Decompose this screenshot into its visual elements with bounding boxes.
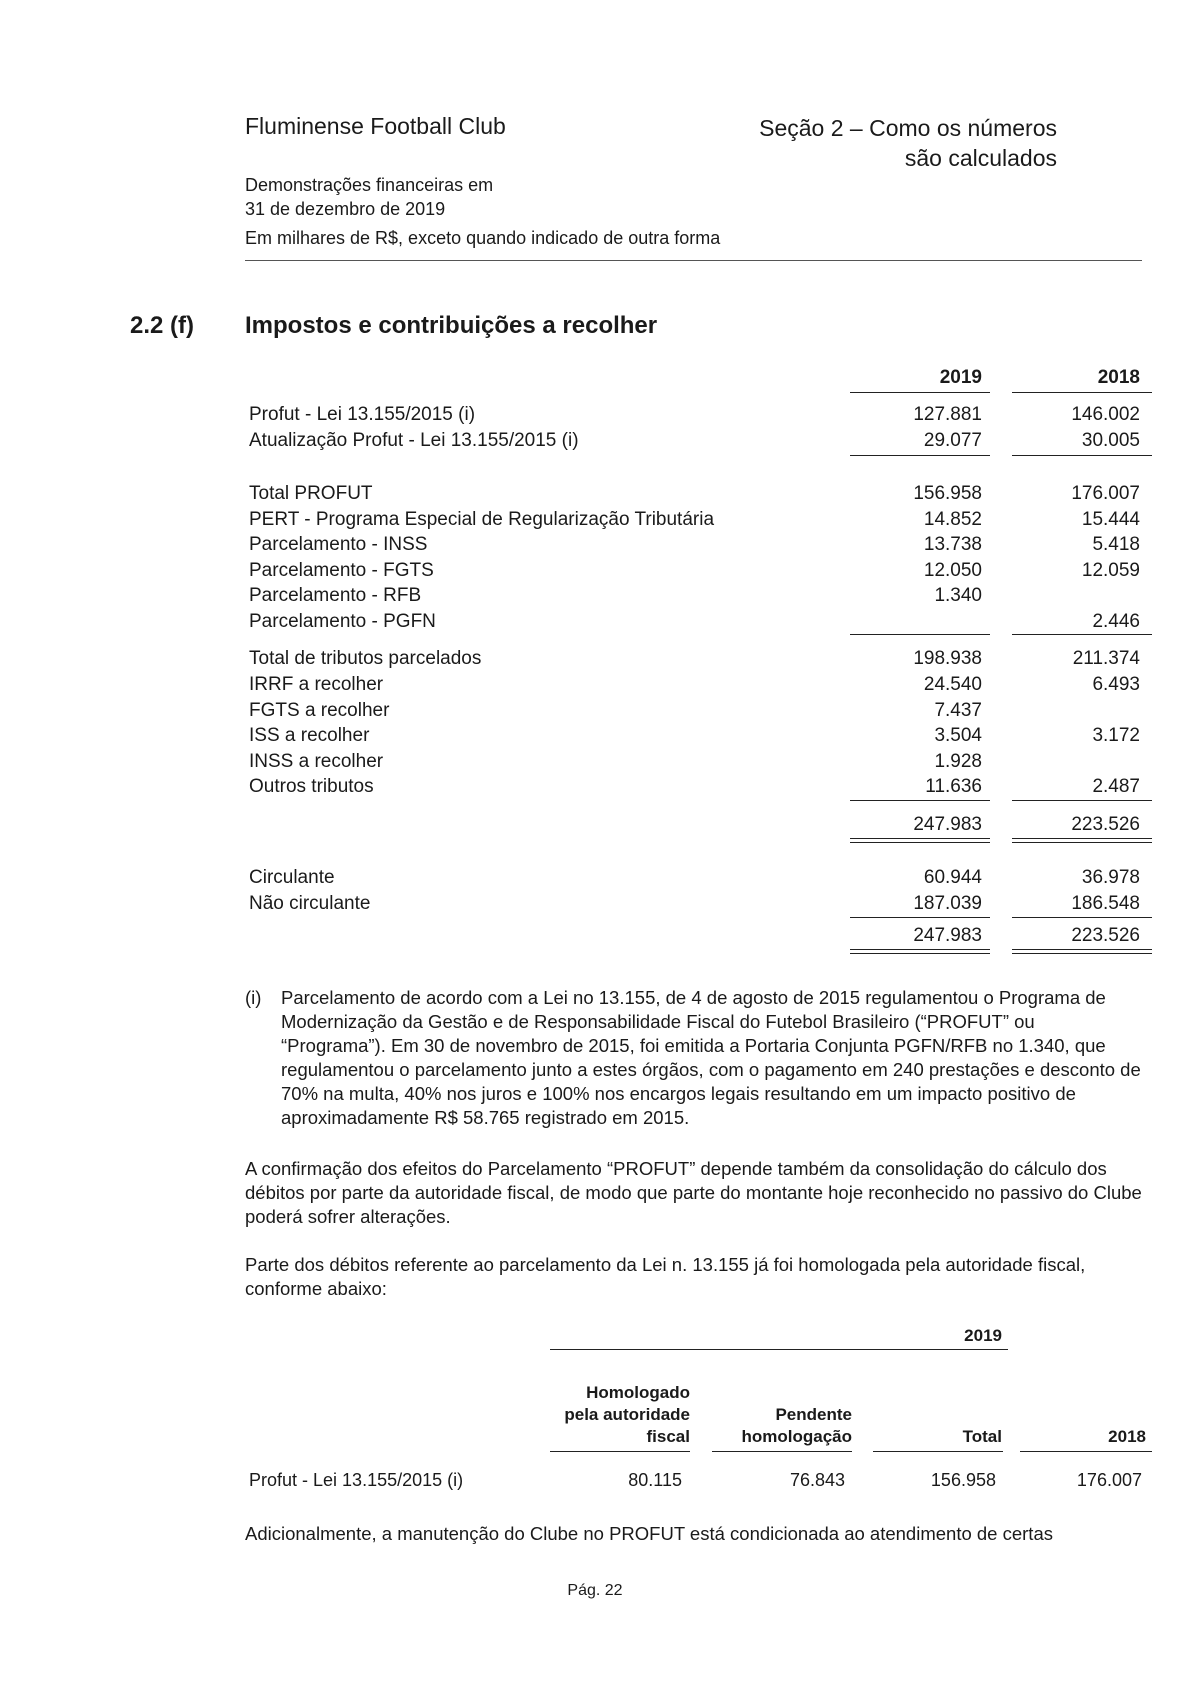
row-label: Total PROFUT — [249, 483, 373, 504]
row-label: Parcelamento - FGTS — [249, 560, 434, 581]
row-label: Circulante — [249, 867, 335, 888]
subtotal-rule — [1012, 634, 1152, 635]
col-header-rule — [1020, 1451, 1152, 1452]
col-2019-header-rule — [850, 392, 990, 393]
row-value-2019: 1.340 — [934, 585, 982, 606]
section-number: 2.2 (f) — [130, 312, 195, 339]
row-value-2019: 156.958 — [913, 483, 982, 504]
row-label: Parcelamento - INSS — [249, 534, 428, 555]
total-double-rule — [850, 949, 990, 954]
subtotal-rule — [1012, 917, 1152, 918]
units-note: Em milhares de R$, exceto quando indicado de outra forma — [245, 228, 721, 248]
row-value-2019: 29.077 — [923, 430, 982, 451]
row-label: Parcelamento - PGFN — [249, 611, 436, 632]
col-header-2018: 2018 — [1108, 1427, 1146, 1446]
subtotal-rule — [850, 800, 990, 801]
col-2018-header-rule — [1012, 392, 1152, 393]
row-value-2018: 211.374 — [1072, 648, 1140, 669]
row-value-2019: 24.540 — [923, 674, 982, 695]
row-value-2018: 2.446 — [1092, 611, 1140, 632]
grand-total-2018: 223.526 — [1071, 925, 1140, 946]
col-header-pendente-line2: homologação — [741, 1427, 852, 1446]
row-value-2018: 36.978 — [1081, 867, 1140, 888]
group-header-rule — [550, 1349, 1008, 1350]
col-header-pendente — [700, 1404, 852, 1448]
paragraph-homologation: Parte dos débitos referente ao parcelamento da Lei n. 13.155 já foi homologada pela autoridade fiscal, conforme abaixo: — [245, 1254, 1086, 1299]
subtotal-rule — [850, 455, 990, 456]
section-title: Impostos e contribuições a recolher — [245, 312, 658, 339]
row-value-2019: 60.944 — [923, 867, 982, 888]
col-header-rule — [873, 1451, 1003, 1452]
org-name: Fluminense Football Club — [245, 113, 506, 139]
grand-total-2019: 247.983 — [913, 925, 982, 946]
col-header-pendente-line1: Pendente — [775, 1405, 852, 1424]
row-label: INSS a recolher — [249, 751, 384, 772]
row-value-2019: 3.504 — [934, 725, 982, 746]
row-label: Profut - Lei 13.155/2015 (i) — [249, 404, 476, 425]
row-label: Não circulante — [249, 893, 371, 914]
row-label: Parcelamento - RFB — [249, 585, 422, 606]
row-label: IRRF a recolher — [249, 674, 384, 695]
table2-2018-value: 176.007 — [1076, 1470, 1142, 1490]
subtotal-rule — [850, 634, 990, 635]
table2-pendente-value: 76.843 — [789, 1470, 845, 1490]
grand-total-2019: 247.983 — [913, 814, 982, 835]
paragraph-additional: Adicionalmente, a manutenção do Clube no PROFUT está condicionada ao atendimento de certas — [245, 1523, 1053, 1544]
col-header-rule — [712, 1451, 852, 1452]
table2-homologado-value: 80.115 — [628, 1470, 682, 1490]
row-value-2019: 12.050 — [923, 560, 982, 581]
row-value-2019: 14.852 — [923, 509, 982, 530]
row-label: Total de tributos parcelados — [249, 648, 482, 669]
subtotal-rule — [850, 917, 990, 918]
total-double-rule — [1012, 949, 1152, 954]
col-header-2019: 2019 — [939, 367, 982, 388]
row-label: PERT - Programa Especial de Regularização Tributária — [249, 509, 715, 530]
row-value-2018: 3.172 — [1092, 725, 1140, 746]
section-heading-line2: são calculados — [904, 145, 1057, 171]
row-value-2018: 176.007 — [1071, 483, 1140, 504]
col-header-2018: 2018 — [1097, 367, 1140, 388]
col-header-homologado — [540, 1382, 690, 1448]
row-value-2018: 146.002 — [1071, 404, 1140, 425]
paragraph-confirmation: A confirmação dos efeitos do Parcelamento “PROFUT” depende também da consolidação do cálculo dos débitos por parte da autoridade fiscal, de modo que parte do montante hoje reconhecido no passivo do Clube poderá sofrer alterações. — [245, 1158, 1142, 1227]
row-label: Atualização Profut - Lei 13.155/2015 (i) — [249, 430, 579, 451]
grand-total-2018: 223.526 — [1071, 814, 1140, 835]
row-value-2019: 198.938 — [913, 648, 982, 669]
row-value-2019: 127.881 — [913, 404, 982, 425]
row-value-2018: 186.548 — [1071, 893, 1140, 914]
row-value-2018: 15.444 — [1081, 509, 1140, 530]
row-label: FGTS a recolher — [249, 700, 390, 721]
col-header-homologado-line2: pela autoridade — [564, 1405, 690, 1424]
statements-line2: 31 de dezembro de 2019 — [245, 199, 446, 219]
row-label: ISS a recolher — [249, 725, 370, 746]
col-header-rule — [550, 1451, 690, 1452]
header-divider — [245, 260, 1142, 261]
note-text: Parcelamento de acordo com a Lei no 13.155, de 4 de agosto de 2015 regulamentou o Programa de Modernização da Gestão e de Responsabilidade Fiscal do Futebol Brasileiro (“PROFUT” ou “Programa”). Em 30 de novembro de 2015, foi emitida a Portaria Conjunta PGFN/RFB no 1.340, que regulamentou o parcelamento junto a estes órgãos, com o pagamento em 240 prestações e desconto de 70% na multa, 40% nos juros e 100% nos encargos legais resultando em um impacto positivo de aproximadamente R$ 58.765 registrado em 2015. — [281, 987, 1141, 1128]
statements-caption — [245, 173, 493, 221]
row-value-2019: 11.636 — [925, 776, 982, 797]
col-header-homologado-line3: fiscal — [646, 1427, 690, 1446]
row-value-2019: 7.437 — [934, 700, 982, 721]
row-value-2019: 187.039 — [913, 893, 982, 914]
note-marker: (i) — [245, 987, 262, 1008]
total-double-rule — [850, 838, 990, 843]
table2-row-label: Profut - Lei 13.155/2015 (i) — [249, 1470, 464, 1490]
col-header-homologado-line1: Homologado — [586, 1383, 690, 1402]
section-heading-line1: Seção 2 – Como os números — [759, 115, 1057, 141]
total-double-rule — [1012, 838, 1152, 843]
table2-total-value: 156.958 — [930, 1470, 996, 1490]
subtotal-rule — [1012, 455, 1152, 456]
row-label: Outros tributos — [249, 776, 374, 797]
row-value-2019: 1.928 — [934, 751, 982, 772]
group-header-2019: 2019 — [964, 1326, 1002, 1345]
row-value-2018: 12.059 — [1081, 560, 1140, 581]
row-value-2018: 5.418 — [1092, 534, 1140, 555]
row-value-2018: 30.005 — [1081, 430, 1140, 451]
col-header-total: Total — [962, 1427, 1002, 1446]
row-value-2019: 13.738 — [923, 534, 982, 555]
statements-line1: Demonstrações financeiras em — [245, 175, 494, 195]
section-heading — [759, 113, 1057, 173]
row-value-2018: 2.487 — [1092, 776, 1140, 797]
page-number: Pág. 22 — [567, 1582, 623, 1599]
row-value-2018: 6.493 — [1092, 674, 1140, 695]
subtotal-rule — [1012, 800, 1152, 801]
